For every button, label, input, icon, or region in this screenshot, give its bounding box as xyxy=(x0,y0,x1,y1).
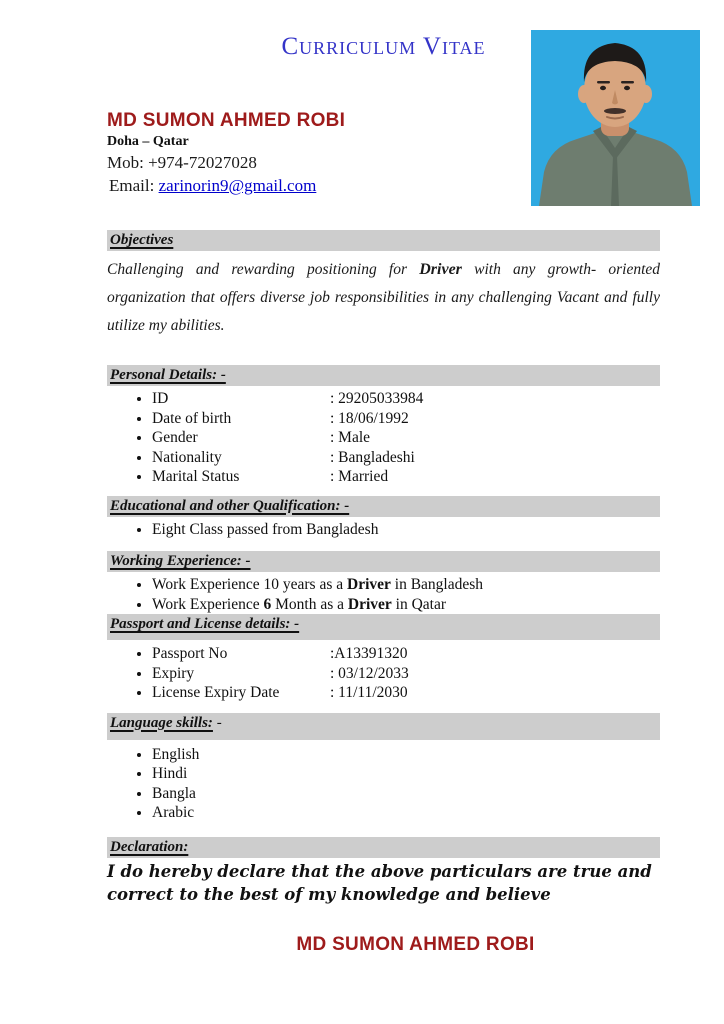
candidate-name: MD SUMON AHMED ROBI xyxy=(107,110,346,131)
passport-list xyxy=(107,644,660,703)
experience-bold: Driver xyxy=(347,576,391,593)
section-heading-languages-suffix: - xyxy=(212,714,222,731)
section-heading-declaration: Declaration: xyxy=(110,838,189,855)
detail-label: Date of birth xyxy=(152,409,232,427)
list-item: • Eight Class passed from Bangladesh xyxy=(152,520,660,540)
experience-text: in Bangladesh xyxy=(390,576,484,593)
detail-row xyxy=(152,664,660,684)
objectives-text-part: Challenging and rewarding positioning for xyxy=(107,261,420,278)
detail-label: ID xyxy=(152,390,169,407)
experience-text: Work Experience 10 years as a xyxy=(152,576,347,593)
section-heading-experience: Working Experience: - xyxy=(110,553,251,569)
detail-label: Gender xyxy=(152,429,198,446)
objectives-text-part: with any growth- oriented organization that offers diverse job responsibilities in any challenging Vacant and fully utilize my abilities. xyxy=(107,261,661,334)
mobile-number: Mob: +974-72027028 xyxy=(107,153,257,172)
section-heading-passport: Passport and License details: - xyxy=(110,616,300,632)
detail-label: Expiry xyxy=(152,664,195,682)
section-bar-languages xyxy=(107,713,660,740)
section-bar-personal-details xyxy=(107,365,660,386)
personal-details-list xyxy=(107,389,660,487)
section-bar-objectives xyxy=(107,230,660,251)
detail-value: : Married xyxy=(330,468,389,485)
detail-row xyxy=(152,428,660,448)
detail-row xyxy=(152,467,660,487)
section-bar-experience xyxy=(107,551,660,572)
section-bar-education xyxy=(107,496,660,517)
objectives-text-bold: Driver xyxy=(419,261,462,278)
detail-label: Marital Status xyxy=(152,468,240,485)
detail-row xyxy=(152,448,660,468)
detail-value: : 03/12/2033 xyxy=(330,664,409,682)
section-heading-education: Educational and other Qualification: - xyxy=(110,497,350,514)
list-item xyxy=(152,575,660,595)
languages-list xyxy=(107,745,660,823)
section-bar-declaration xyxy=(107,837,660,858)
detail-value: : 11/11/2030 xyxy=(330,684,408,701)
experience-text: Work Experience xyxy=(152,595,264,613)
signature-name: MD SUMON AHMED ROBI xyxy=(296,933,535,955)
list-item xyxy=(152,595,660,615)
list-item: • Hindi xyxy=(152,764,660,784)
section-heading-personal-details: Personal Details: - xyxy=(110,367,226,383)
email-label: Email: xyxy=(109,176,159,195)
list-item: • English xyxy=(152,745,660,765)
list-item: • Bangla xyxy=(152,784,660,804)
email-line xyxy=(107,176,660,196)
detail-label: License Expiry Date xyxy=(152,684,280,701)
list-item: • Arabic xyxy=(152,803,660,823)
detail-label: Nationality xyxy=(152,448,222,466)
experience-bold: Driver xyxy=(347,595,392,613)
detail-label: Passport No xyxy=(152,645,228,662)
detail-value: : 18/06/1992 xyxy=(330,409,409,427)
detail-row xyxy=(152,683,660,703)
detail-value: : Bangladeshi xyxy=(330,448,415,466)
section-bar-passport xyxy=(107,614,660,640)
detail-row xyxy=(152,389,660,409)
location: Doha – Qatar xyxy=(107,134,189,149)
experience-text: Month as a xyxy=(271,595,348,613)
detail-value: :A13391320 xyxy=(330,645,408,662)
education-list xyxy=(107,520,660,540)
section-heading-objectives: Objectives xyxy=(110,232,174,248)
section-heading-languages: Language skills: xyxy=(110,714,213,731)
experience-text: in Qatar xyxy=(391,595,447,613)
email-link[interactable]: zarinorin9@gmail.com xyxy=(158,176,317,195)
detail-value: : 29205033984 xyxy=(330,390,424,407)
detail-value: : Male xyxy=(330,429,371,446)
experience-list xyxy=(107,575,660,614)
experience-bold: 6 xyxy=(263,595,272,613)
detail-row xyxy=(152,644,660,664)
declaration-text: I do hereby declare that the above particulars are true and correct to the best of my knowledge and believe xyxy=(107,861,652,904)
detail-row xyxy=(152,409,660,429)
objectives-text xyxy=(107,256,660,340)
cv-title: Curriculum Vitae xyxy=(281,33,486,60)
